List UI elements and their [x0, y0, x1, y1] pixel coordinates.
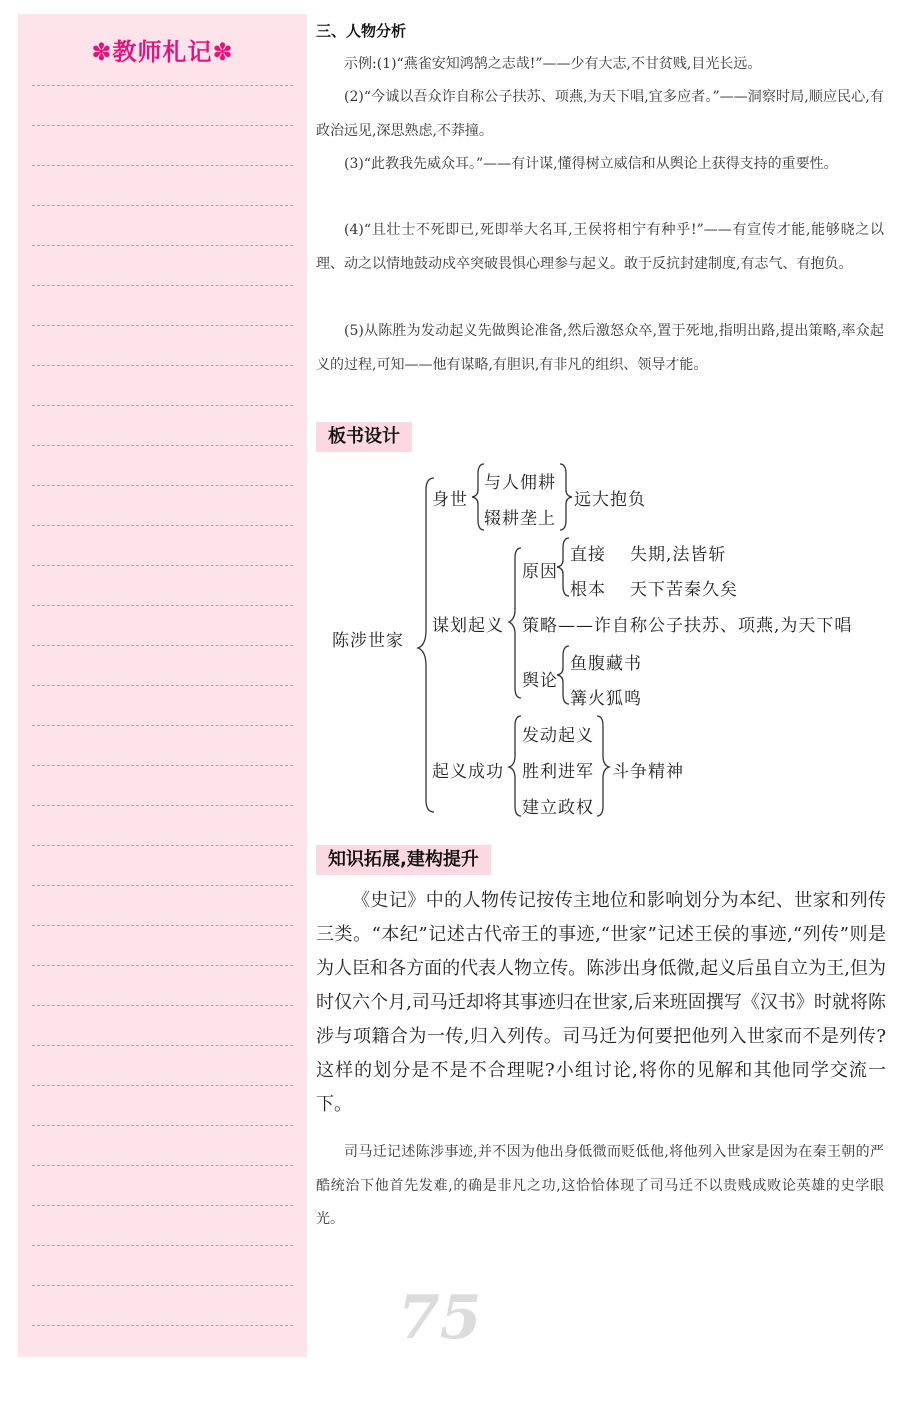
cause-label: 原因: [522, 562, 558, 582]
note-line: [32, 1165, 293, 1166]
note-line: [32, 85, 293, 86]
sidebar-title: ✽教师札记✽: [91, 38, 234, 66]
note-line: [32, 805, 293, 806]
note-line: [32, 1045, 293, 1046]
note-line: [32, 285, 293, 286]
success-item: 胜利进军: [522, 762, 594, 782]
note-line: [32, 685, 293, 686]
analysis-paragraph: 示例:(1)“燕雀安知鸿鹄之志哉!”——少有大志,不甘贫贱,目光长远。: [344, 56, 762, 72]
note-line: [32, 845, 293, 846]
note-line: [32, 1205, 293, 1206]
analysis-paragraph: (5)从陈胜为发动起义先做舆论准备,然后激怒众卒,置于死地,指明出路,提出策略,率众起义的过程,可知——他有谋略,有胆识,有非凡的组织、领导才能。: [316, 323, 884, 373]
note-line: [32, 245, 293, 246]
teacher-notes-sidebar: [18, 14, 307, 1357]
note-line: [32, 965, 293, 966]
cause-type: 直接: [570, 545, 606, 565]
note-line: [32, 1085, 293, 1086]
background-item: 与人佣耕: [484, 473, 556, 493]
note-line: [32, 1245, 293, 1246]
cause-detail: 天下苦秦久矣: [630, 580, 738, 600]
note-line: [32, 1285, 293, 1286]
knowledge-extension-heading: 知识拓展,建构提升: [316, 845, 491, 875]
note-line: [32, 525, 293, 526]
note-line: [32, 765, 293, 766]
board-design-heading: 板书设计: [316, 422, 412, 452]
extension-body: 《史记》中的人物传记按传主地位和影响划分为本纪、世家和列传三类。“本纪”记述古代帝王的事迹,“世家”记述王侯的事迹,“列传”则是为人臣和各方面的代表人物立传。陈涉出身低微,起义后虽自立为王,但为时仅六个月,司马迁却将其事迹归在世家,后来班固撰写《汉书》时就将陈涉与项籍合为一传,归入列传。司马迁为何要把他列入世家而不是列传?这样的划分是不是不合理呢?小组讨论,将你的见解和其他同学交流一下。: [316, 890, 886, 1115]
analysis-paragraph: (4)“且壮士不死即已,死即举大名耳,王侯将相宁有种乎!”——有宣传才能,能够晓之以理、动之以情地鼓动戍卒突破畏惧心理参与起义。敢于反抗封建制度,有志气、有抱负。: [316, 222, 884, 272]
opinion-item: 篝火狐鸣: [570, 689, 642, 709]
note-line: [32, 565, 293, 566]
section-heading-character-analysis: 三、人物分析: [316, 22, 407, 40]
note-line: [32, 725, 293, 726]
branch-uprising-success: 起义成功: [432, 762, 504, 782]
branch-uprising-plan: 谋划起义: [432, 616, 504, 636]
strategy-text: ——诈自称公子扶苏、项燕,为天下唱: [558, 616, 853, 636]
note-line: [32, 125, 293, 126]
cause-type: 根本: [570, 580, 606, 600]
note-line: [32, 885, 293, 886]
note-line: [32, 925, 293, 926]
analysis-paragraph: (3)“此教我先威众耳。”——有计谋,懂得树立威信和从舆论上获得支持的重要性。: [344, 156, 838, 172]
page-number: 75: [398, 1283, 482, 1353]
cause-detail: 失期,法皆斩: [630, 545, 727, 565]
note-line: [32, 485, 293, 486]
note-line: [32, 645, 293, 646]
success-item: 发动起义: [522, 726, 594, 746]
note-line: [32, 1125, 293, 1126]
analysis-paragraph: (2)“今诚以吾众诈自称公子扶苏、项燕,为天下唱,宜多应者。”——洞察时局,顺应民心,有政治远见,深思熟虑,不莽撞。: [316, 89, 884, 139]
extension-answer: 司马迁记述陈涉事迹,并不因为他出身低微而贬低他,将他列入世家是因为在秦王朝的严酷统治下他首先发难,的确是非凡之功,这恰恰体现了司马迁不以贵贱成败论英雄的史学眼光。: [316, 1144, 884, 1227]
background-item: 辍耕垄上: [484, 509, 556, 529]
note-line: [32, 365, 293, 366]
note-line: [32, 445, 293, 446]
success-item: 建立政权: [522, 798, 594, 818]
note-line: [32, 165, 293, 166]
branch-background: 身世: [432, 490, 468, 510]
success-result: 斗争精神: [612, 762, 684, 782]
background-result: 远大抱负: [574, 490, 646, 510]
note-line: [32, 205, 293, 206]
note-line: [32, 325, 293, 326]
diagram-root: 陈涉世家: [332, 631, 404, 651]
board-design-diagram: [316, 460, 886, 820]
note-line: [32, 605, 293, 606]
note-line: [32, 1325, 293, 1326]
note-line: [32, 1005, 293, 1006]
opinion-label: 舆论: [522, 671, 558, 691]
note-line: [32, 405, 293, 406]
strategy-label: 策略: [522, 616, 558, 636]
opinion-item: 鱼腹藏书: [570, 654, 642, 674]
